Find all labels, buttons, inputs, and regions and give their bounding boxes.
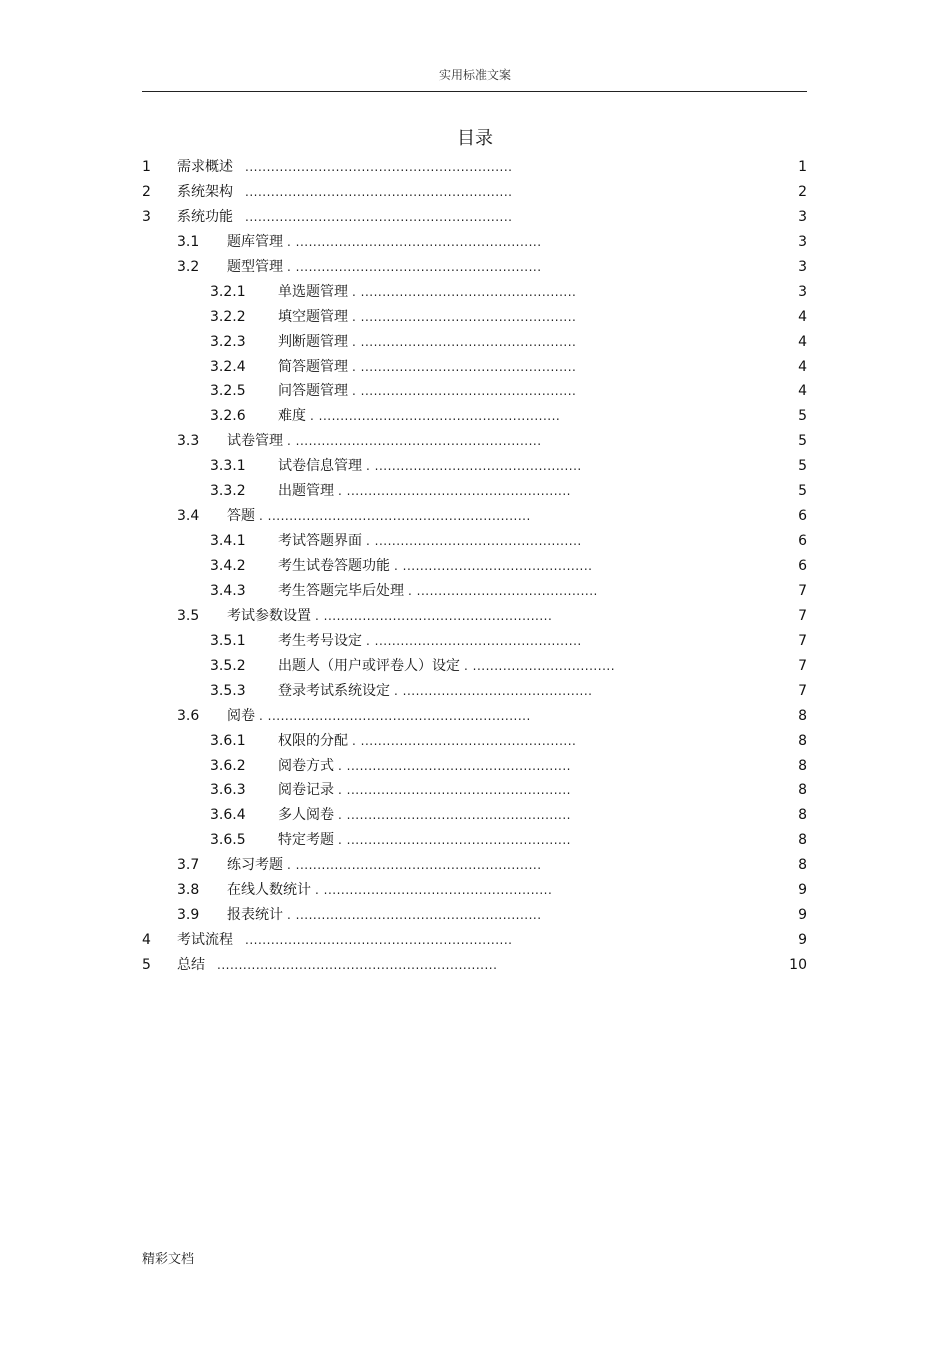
toc-entry-number: 3.3: [177, 433, 200, 450]
toc-entry-title: 总结: [177, 957, 205, 973]
toc-entry-page: 5: [798, 458, 807, 475]
toc-entry-title: 考生考号设定: [278, 632, 362, 649]
toc-entry-number: 3.2.4: [210, 358, 246, 375]
toc-entry-title: 在线人数统计: [227, 882, 311, 899]
toc-entry-number: 3.4.3: [210, 582, 246, 599]
toc-entry-leader: . ..................................................: [352, 359, 577, 374]
toc-entry-title: 答题: [227, 508, 255, 525]
toc-entry-leader: . ....................................................: [338, 808, 571, 823]
toc-entry-leader: . ..................................................: [352, 733, 577, 748]
toc-entry-number: 3.4: [177, 508, 200, 525]
toc-entry-title: 单选题管理: [278, 283, 348, 300]
toc-entry-page: 3: [798, 233, 807, 250]
toc-entry-leader: . ................................................: [366, 534, 582, 549]
toc-entry-title: 考试参数设置: [227, 607, 311, 624]
toc-entry-page: 8: [798, 757, 807, 774]
toc-entry-leader: . ..................................................: [352, 284, 577, 299]
toc-entry[interactable]: [142, 828, 807, 853]
toc-entry-title: 考生答题完毕后处理: [278, 582, 404, 599]
toc-entry-leader: . .....................................................: [315, 883, 553, 898]
toc-entry-leader: ..............................................................: [245, 933, 513, 948]
toc-entry-page: 10: [789, 957, 807, 973]
toc-entry-number: 3.5.2: [210, 657, 246, 674]
toc-entry[interactable]: [142, 330, 807, 355]
toc-entry-leader: . ..................................................: [352, 309, 577, 324]
toc-entry-title: 问答题管理: [278, 383, 348, 400]
toc-entry-leader: . .........................................................: [287, 858, 542, 873]
toc-entry[interactable]: [142, 654, 807, 679]
toc-entry-number: 3.5.3: [210, 682, 246, 699]
toc-entry-page: 8: [798, 832, 807, 849]
toc-entry-leader: . .........................................................: [287, 908, 542, 923]
table-of-contents: [142, 155, 807, 978]
toc-entry-leader: . ................................................: [366, 459, 582, 474]
toc-entry-number: 3.1: [177, 233, 200, 250]
toc-entry-number: 3.9: [177, 907, 200, 924]
toc-entry-leader: ..............................................................: [245, 184, 513, 199]
toc-entry-number: 2: [142, 183, 151, 200]
toc-entry-page: 4: [798, 333, 807, 350]
toc-entry-title: 简答题管理: [278, 358, 348, 375]
toc-entry[interactable]: [142, 803, 807, 828]
toc-entry-page: 9: [798, 932, 807, 949]
toc-entry-leader: . .............................................................: [259, 708, 531, 723]
toc-entry[interactable]: [142, 679, 807, 704]
toc-entry-title: 考试流程: [177, 932, 233, 949]
toc-entry-page: 3: [798, 208, 807, 225]
toc-entry-leader: . .............................................................: [259, 509, 531, 524]
toc-entry-number: 3.6.2: [210, 757, 246, 774]
toc-entry[interactable]: [142, 155, 807, 180]
toc-entry-title: 难度: [278, 408, 306, 425]
toc-entry-number: 1: [142, 159, 151, 175]
page-header: 实用标准文案: [438, 68, 511, 82]
toc-entry-title: 考试答题界面: [278, 533, 362, 550]
toc-entry-leader: . ............................................: [394, 683, 593, 698]
toc-entry-page: 6: [798, 533, 807, 550]
toc-entry-title: 阅卷记录: [278, 782, 334, 799]
toc-entry-number: 3.3.2: [210, 483, 246, 500]
toc-entry[interactable]: [142, 928, 807, 953]
toc-entry-leader: . ................................................: [366, 633, 582, 648]
toc-entry-leader: .................................................................: [217, 958, 498, 972]
toc-entry[interactable]: [142, 729, 807, 754]
toc-entry-title: 特定考题: [278, 832, 334, 849]
toc-entry[interactable]: [142, 429, 807, 454]
toc-entry-page: 7: [798, 682, 807, 699]
toc-entry-title: 题库管理: [227, 233, 283, 250]
toc-entry-title: 练习考题: [227, 857, 283, 874]
toc-entry-title: 报表统计: [227, 907, 283, 924]
toc-entry-title: 考生试卷答题功能: [278, 558, 390, 574]
toc-entry-page: 4: [798, 358, 807, 375]
toc-entry-page: 3: [798, 258, 807, 275]
toc-entry[interactable]: [142, 953, 807, 978]
toc-entry[interactable]: [142, 529, 807, 554]
toc-entry[interactable]: [142, 404, 807, 429]
toc-entry-page: 4: [798, 308, 807, 325]
toc-entry-title: 出题人（用户或评卷人）设定: [278, 657, 460, 674]
toc-entry-number: 3.7: [177, 857, 200, 874]
toc-entry-number: 3: [142, 208, 151, 225]
toc-entry[interactable]: [142, 878, 807, 903]
toc-entry-page: 2: [798, 183, 807, 200]
toc-entry[interactable]: [142, 205, 807, 230]
toc-entry-page: 8: [798, 732, 807, 749]
toc-entry-leader: . ....................................................: [338, 758, 571, 773]
toc-entry[interactable]: [142, 180, 807, 205]
toc-entry[interactable]: [142, 280, 807, 305]
toc-entry-leader: . ..................................................: [352, 334, 577, 349]
toc-entry-title: 试卷信息管理: [278, 458, 362, 475]
toc-entry[interactable]: [142, 903, 807, 928]
toc-entry-number: 3.2: [177, 258, 200, 275]
header-divider: [142, 91, 807, 92]
toc-entry-title: 填空题管理: [278, 308, 348, 325]
toc-entry-page: 3: [798, 283, 807, 300]
toc-entry-page: 7: [798, 632, 807, 649]
page-footer: 精彩文档: [142, 1252, 195, 1267]
toc-entry-number: 4: [142, 932, 151, 949]
toc-entry-title: 系统功能: [177, 208, 233, 225]
toc-entry-number: 3.6.1: [210, 732, 246, 749]
toc-entry-leader: . .........................................................: [287, 434, 542, 449]
toc-entry-page: 6: [798, 558, 807, 574]
toc-entry[interactable]: [142, 379, 807, 404]
toc-entry-number: 3.6.3: [210, 782, 246, 799]
toc-entry-number: 3.2.3: [210, 333, 246, 350]
toc-entry-page: 9: [798, 882, 807, 899]
toc-entry-leader: ..............................................................: [245, 209, 513, 224]
toc-entry-number: 3.6.4: [210, 807, 246, 824]
toc-entry-title: 登录考试系统设定: [278, 682, 390, 699]
toc-entry-page: 8: [798, 807, 807, 824]
toc-entry-number: 5: [142, 957, 151, 973]
toc-entry-number: 3.5.1: [210, 632, 246, 649]
toc-entry[interactable]: [142, 230, 807, 255]
toc-entry[interactable]: [142, 554, 807, 579]
toc-entry-number: 3.5: [177, 607, 200, 624]
toc-entry-page: 8: [798, 782, 807, 799]
toc-entry-leader: . .........................................................: [287, 259, 542, 274]
toc-entry[interactable]: [142, 853, 807, 878]
toc-entry[interactable]: [142, 754, 807, 779]
toc-entry-number: 3.6.5: [210, 832, 246, 849]
toc-entry[interactable]: [142, 479, 807, 504]
toc-entry-leader: ..............................................................: [245, 160, 513, 174]
toc-entry[interactable]: [142, 778, 807, 803]
toc-entry-title: 阅卷方式: [278, 757, 334, 774]
toc-entry-leader: . ............................................: [394, 559, 593, 573]
toc-entry-number: 3.4.1: [210, 533, 246, 550]
toc-entry-page: 1: [798, 159, 807, 175]
toc-entry[interactable]: [142, 305, 807, 330]
toc-entry-leader: . ....................................................: [338, 783, 571, 798]
toc-entry[interactable]: [142, 355, 807, 380]
toc-entry-leader: . ....................................................: [338, 484, 571, 499]
toc-entry-leader: . ........................................................: [310, 409, 561, 424]
toc-entry-page: 5: [798, 483, 807, 500]
toc-entry-title: 系统架构: [177, 183, 233, 200]
toc-entry-title: 试卷管理: [227, 433, 283, 450]
toc-entry-page: 9: [798, 907, 807, 924]
toc-entry-title: 权限的分配: [278, 732, 348, 749]
toc-entry-leader: . .................................: [464, 658, 616, 673]
toc-entry-title: 需求概述: [177, 159, 233, 175]
toc-entry[interactable]: [142, 604, 807, 629]
toc-entry[interactable]: [142, 704, 807, 729]
toc-entry[interactable]: [142, 454, 807, 479]
toc-entry[interactable]: [142, 255, 807, 280]
toc-entry-number: 3.2.6: [210, 408, 246, 425]
toc-entry-title: 题型管理: [227, 258, 283, 275]
toc-entry-leader: . .........................................................: [287, 234, 542, 249]
toc-entry-number: 3.2.1: [210, 283, 246, 300]
toc-entry-number: 3.3.1: [210, 458, 246, 475]
toc-entry-leader: . ..........................................: [408, 583, 598, 598]
toc-entry-title: 判断题管理: [278, 333, 348, 350]
toc-entry-page: 5: [798, 408, 807, 425]
toc-entry-page: 7: [798, 607, 807, 624]
toc-entry-number: 3.2.2: [210, 308, 246, 325]
toc-entry[interactable]: [142, 629, 807, 654]
toc-entry-leader: . ....................................................: [338, 833, 571, 848]
toc-entry-title: 出题管理: [278, 483, 334, 500]
toc-entry-number: 3.4.2: [210, 558, 246, 574]
toc-entry[interactable]: [142, 579, 807, 604]
toc-entry-page: 8: [798, 707, 807, 724]
toc-entry-title: 多人阅卷: [278, 807, 334, 824]
toc-entry-page: 5: [798, 433, 807, 450]
toc-entry-number: 3.2.5: [210, 383, 246, 400]
toc-entry-page: 8: [798, 857, 807, 874]
toc-entry-number: 3.8: [177, 882, 200, 899]
toc-entry-page: 7: [798, 657, 807, 674]
toc-entry[interactable]: [142, 504, 807, 529]
toc-entry-title: 阅卷: [227, 707, 255, 724]
toc-entry-page: 7: [798, 582, 807, 599]
toc-entry-leader: . ..................................................: [352, 384, 577, 399]
toc-entry-number: 3.6: [177, 707, 200, 724]
toc-entry-page: 6: [798, 508, 807, 525]
toc-title: 目录: [457, 128, 493, 149]
toc-entry-page: 4: [798, 383, 807, 400]
toc-entry-leader: . .....................................................: [315, 608, 553, 623]
